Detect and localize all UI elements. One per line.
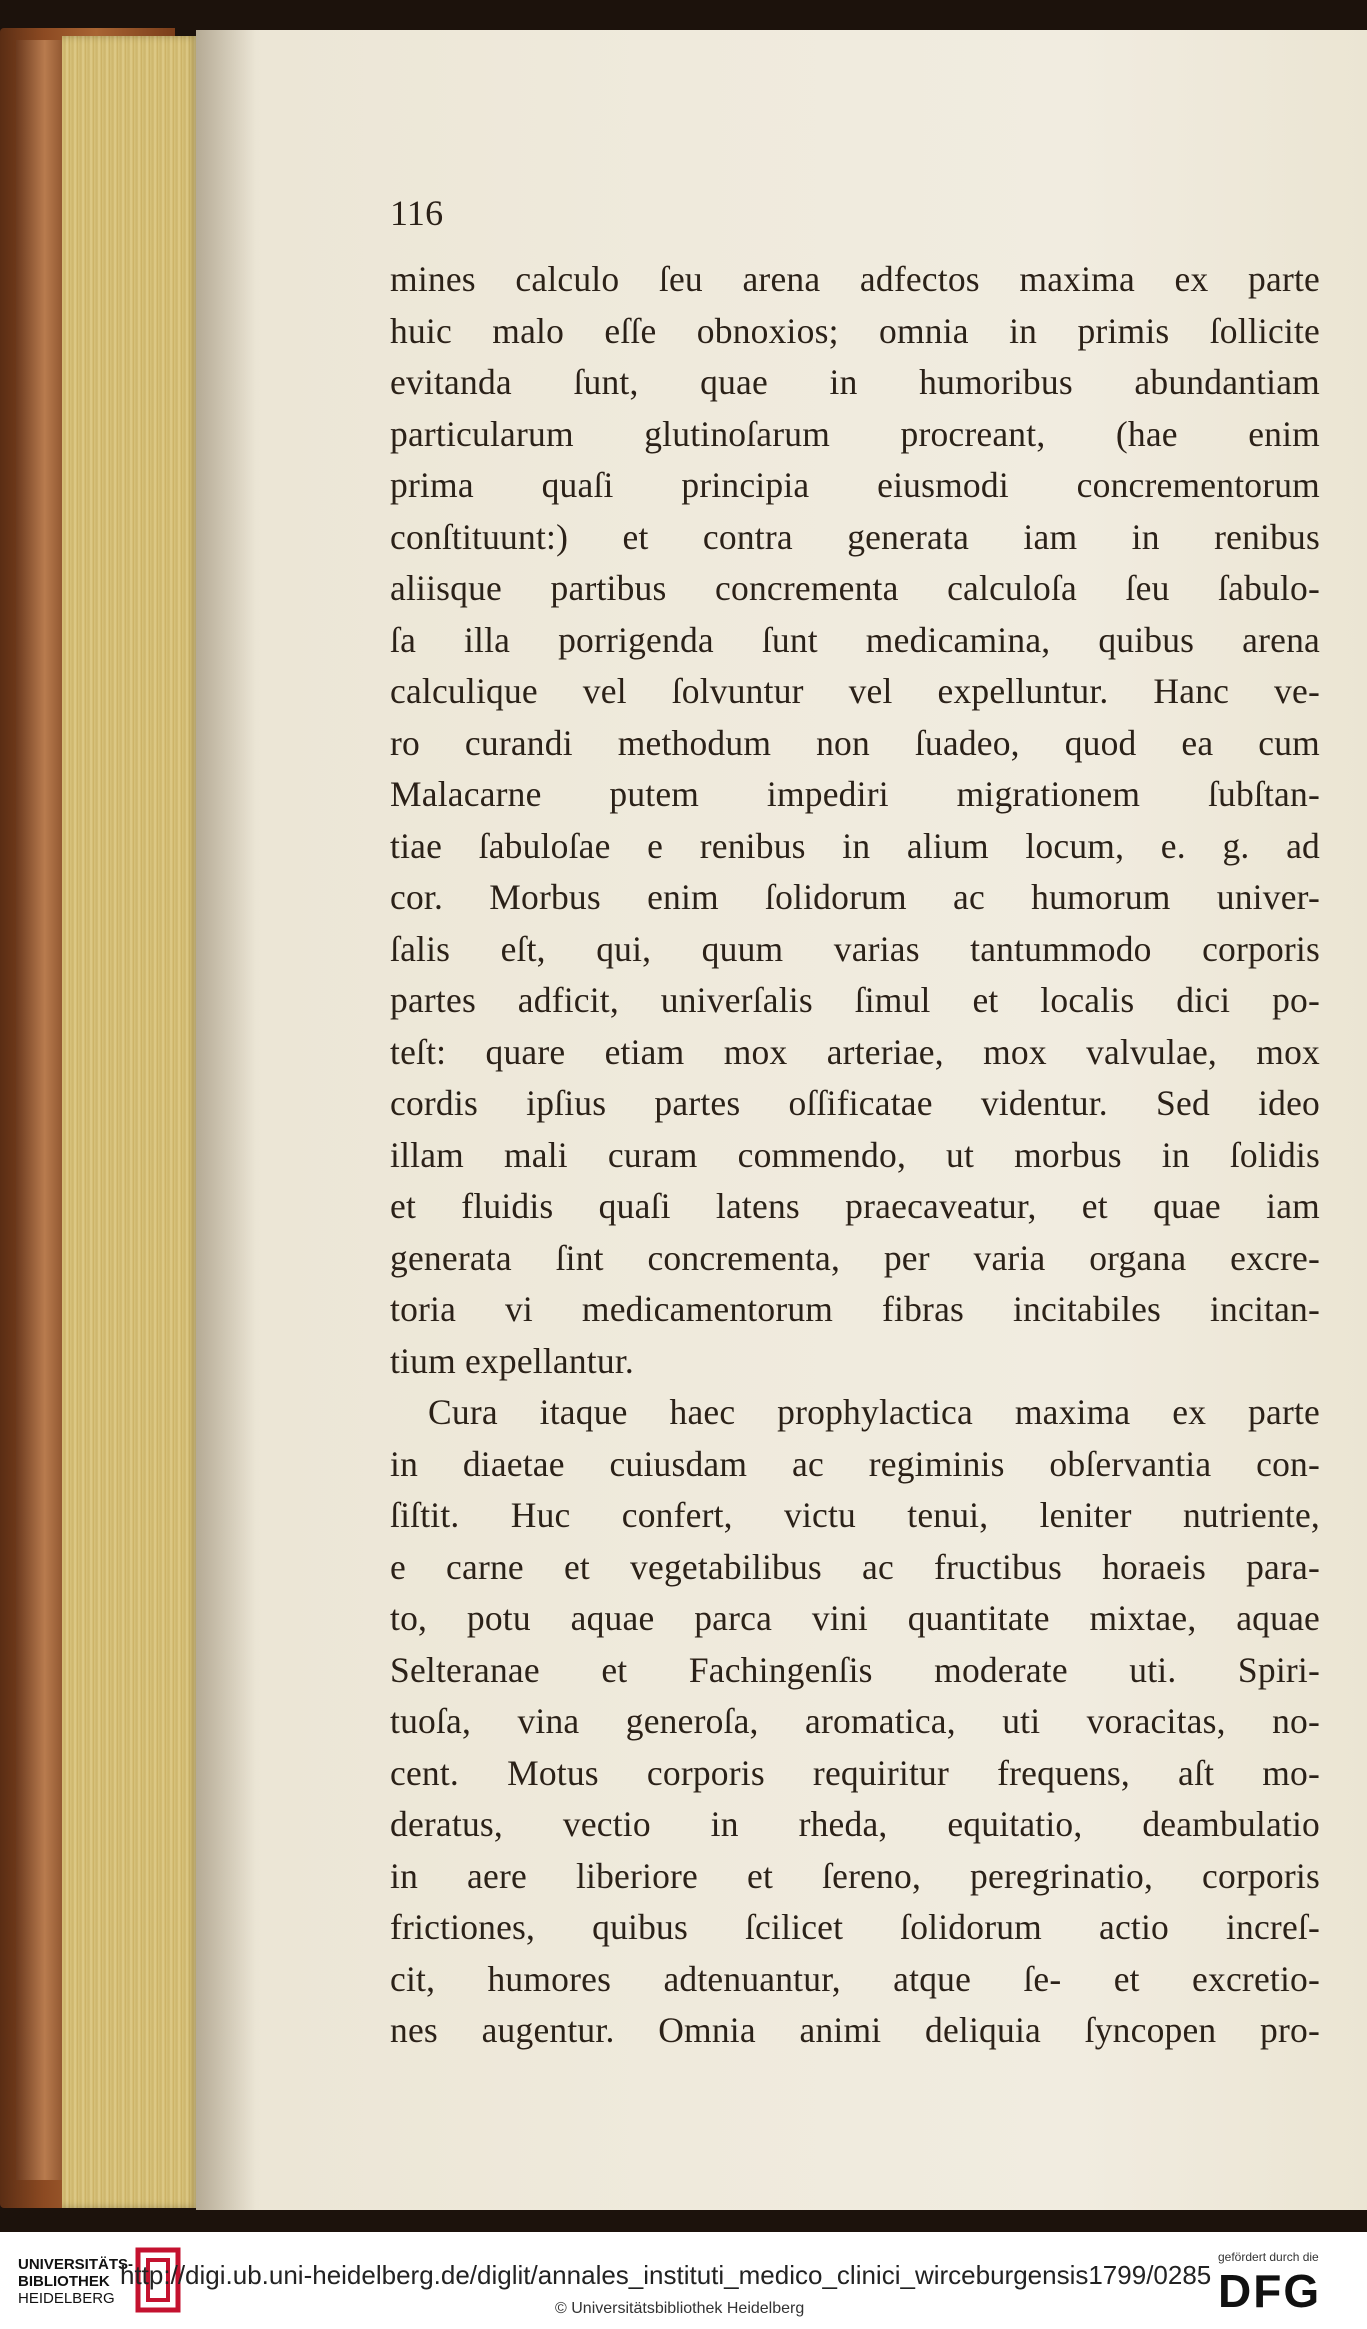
copyright-notice: © Universitätsbibliothek Heidelberg [555, 2300, 805, 2317]
text-line: in aere liberiore et ſereno, peregrinatio, corporis [390, 1855, 1320, 1896]
text-line: aliisque partibus concrementa calculoſa ſeu ſabulo- [390, 568, 1320, 608]
text-line: illam mali curam commendo, ut morbus in ſolidis [390, 1134, 1320, 1175]
text-line: Malacarne putem impediri migrationem ſubſtan- [390, 774, 1320, 814]
text-line: cit, humores adtenuantur, atque ſe- et excretio- [390, 1958, 1320, 1999]
page-body-text [390, 254, 1320, 2057]
text-line: cordis ipſius partes oſſificatae videntur. Sed ideo [390, 1083, 1320, 1123]
text-line: tium expellantur. [390, 1340, 634, 1381]
dfg-logo[interactable]: DFG [1218, 2265, 1322, 2317]
footer-bar [0, 2232, 1367, 2329]
gutter-shadow [196, 30, 256, 2210]
permalink-url[interactable]: http://digi.ub.uni-heidelberg.de/diglit/annales_instituti_medico_clinici_wirceburgensis1799/0285 [120, 2260, 1212, 2290]
text-line: et fluidis quaſi latens praecaveatur, et quae iam [390, 1186, 1320, 1226]
institution-line-1: UNIVERSITÄTS- [18, 2256, 134, 2273]
text-line: partes adficit, univerſalis ſimul et localis dici po- [390, 980, 1320, 1020]
text-line: teſt: quare etiam mox arteriae, mox valvulae, mox [390, 1031, 1320, 1072]
text-line: nes augentur. Omnia animi deliquia ſyncopen pro- [390, 2010, 1320, 2050]
page-stack-edges [62, 36, 200, 2208]
text-line: frictiones, quibus ſcilicet ſolidorum actio increſ- [390, 1907, 1320, 1947]
text-line: cor. Morbus enim ſolidorum ac humorum univer- [390, 877, 1320, 917]
text-line: Cura itaque haec prophylactica maxima ex parte [428, 1392, 1320, 1432]
institution-line-3: HEIDELBERG [18, 2290, 115, 2307]
text-line: mines calculo ſeu arena adfectos maxima ex parte [390, 259, 1320, 299]
text-line: evitanda ſunt, quae in humoribus abundantiam [390, 362, 1320, 402]
text-line: ro curandi methodum non ſuadeo, quod ea cum [390, 722, 1320, 763]
text-line: prima quaſi principia eiusmodi concrementorum [390, 465, 1320, 505]
funder-caption: gefördert durch die [1218, 2250, 1319, 2264]
page-number: 116 [390, 193, 444, 233]
text-line: in diaetae cuiusdam ac regiminis obſervantia con- [390, 1443, 1320, 1484]
text-line: tuoſa, vina generoſa, aromatica, uti voracitas, no- [390, 1701, 1320, 1741]
text-line: ſiſtit. Huc confert, victu tenui, leniter nutriente, [390, 1495, 1320, 1535]
text-line: ſa illa porrigenda ſunt medicamina, quibus arena [390, 619, 1320, 660]
text-line: e carne et vegetabilibus ac fructibus horaeis para- [390, 1546, 1320, 1587]
text-line: particularum glutinoſarum procreant, (hae enim [390, 413, 1320, 454]
text-line: Selteranae et Fachingenſis moderate uti. Spiri- [390, 1649, 1320, 1690]
text-line: generata ſint concrementa, per varia organa excre- [390, 1237, 1320, 1278]
text-line: cent. Motus corporis requiritur frequens, aſt mo- [390, 1752, 1320, 1793]
text-line: conſtituunt:) et contra generata iam in renibus [390, 516, 1320, 557]
text-line: toria vi medicamentorum fibras incitabiles incitan- [390, 1289, 1320, 1329]
text-line: calculique vel ſolvuntur vel expelluntur. Hanc ve- [390, 671, 1320, 711]
leather-spine-edge [16, 40, 64, 2180]
university-library-logo[interactable] [18, 2256, 133, 2307]
text-line: ſalis eſt, qui, quum varias tantummodo corporis [390, 928, 1320, 969]
text-line: tiae ſabuloſae e renibus in alium locum, e. g. ad [390, 825, 1320, 866]
institution-line-2: BIBLIOTHEK [18, 2273, 110, 2290]
text-line: to, potu aquae parca vini quantitate mixtae, aquae [390, 1598, 1320, 1638]
text-line: deratus, vectio in rheda, equitatio, deambulatio [390, 1804, 1320, 1844]
text-line: huic malo eſſe obnoxios; omnia in primis ſollicite [390, 310, 1320, 351]
